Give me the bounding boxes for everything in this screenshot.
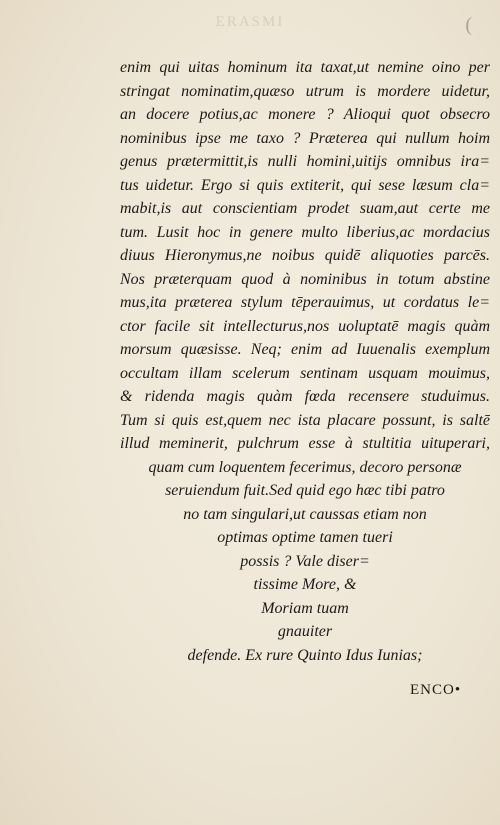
text-line: gnauiter (277, 623, 333, 640)
text-line: seruiendum fuit.Sed quid ego hæc tibi patro (165, 482, 445, 499)
text-line: an docere potius,ac monere ? Alioqui quot obsecro (120, 106, 490, 123)
text-line: nominibus ipse me taxo ? Præterea qui nullum hoim (120, 129, 490, 147)
page-edge-mark: ( (465, 14, 472, 36)
text-line: mabit,is aut conscientiam prodet suam,aut certe me (120, 200, 490, 217)
text-line: Moriam tuam (261, 599, 349, 617)
text-line: tissime More, & (253, 576, 357, 593)
text-line: genus prætermittit,is nulli homini,uitijs omnibus ira= (120, 153, 490, 170)
text-line: illud meminerit, pulchrum esse à stultitia uituperari, (120, 435, 490, 452)
text-line: Tum si quis est,quem nec ista placare possunt, is saltē (120, 411, 490, 429)
catchword: ENCO• (410, 682, 462, 698)
text-line: no tam singulari,ut caussas etiam non (183, 505, 427, 523)
text-line: occultam illam scelerum sentinam usquam mouimus, (120, 364, 490, 382)
text-line: optimas optime tamen tueri (217, 529, 393, 546)
text-line: Nos præterquam quod à nominibus in totum abstine (120, 270, 490, 288)
text-line: mus,ita præterea stylum tēperauimus, ut cordatus le= (120, 294, 490, 311)
text-line: stringat nominatim,quæso utrum is mordere uidetur, (120, 82, 490, 100)
text-line: tus uidetur. Ergo si quis extiterit, qui sese læsum cla= (120, 176, 490, 194)
text-line: defende. Ex rure Quinto Idus Iunias; (187, 646, 423, 664)
body-text (120, 56, 490, 667)
text-line: possis ? Vale diser= (240, 552, 370, 570)
text-line: tum. Lusit hoc in genere multo liberius,ac mordacius (120, 223, 490, 241)
text-line: enim qui uitas hominum ita taxat,ut nemine oino per (120, 59, 490, 76)
bleed-through-heading: ERASMI (215, 14, 285, 30)
text-line: diuus Hieronymus,ne noibus quidē aliquoties parcēs. (120, 247, 490, 264)
text-line: & ridenda magis quàm fœda recensere studuimus. (120, 388, 490, 405)
text-line: morsum quæsisse. Neq; enim ad Iuuenalis exemplum (120, 341, 490, 358)
text-line: ctor facile sit intellecturus,nos uoluptatē magis quàm (120, 317, 490, 335)
text-line: quam cum loquentem fecerimus, decoro personæ (148, 458, 462, 476)
